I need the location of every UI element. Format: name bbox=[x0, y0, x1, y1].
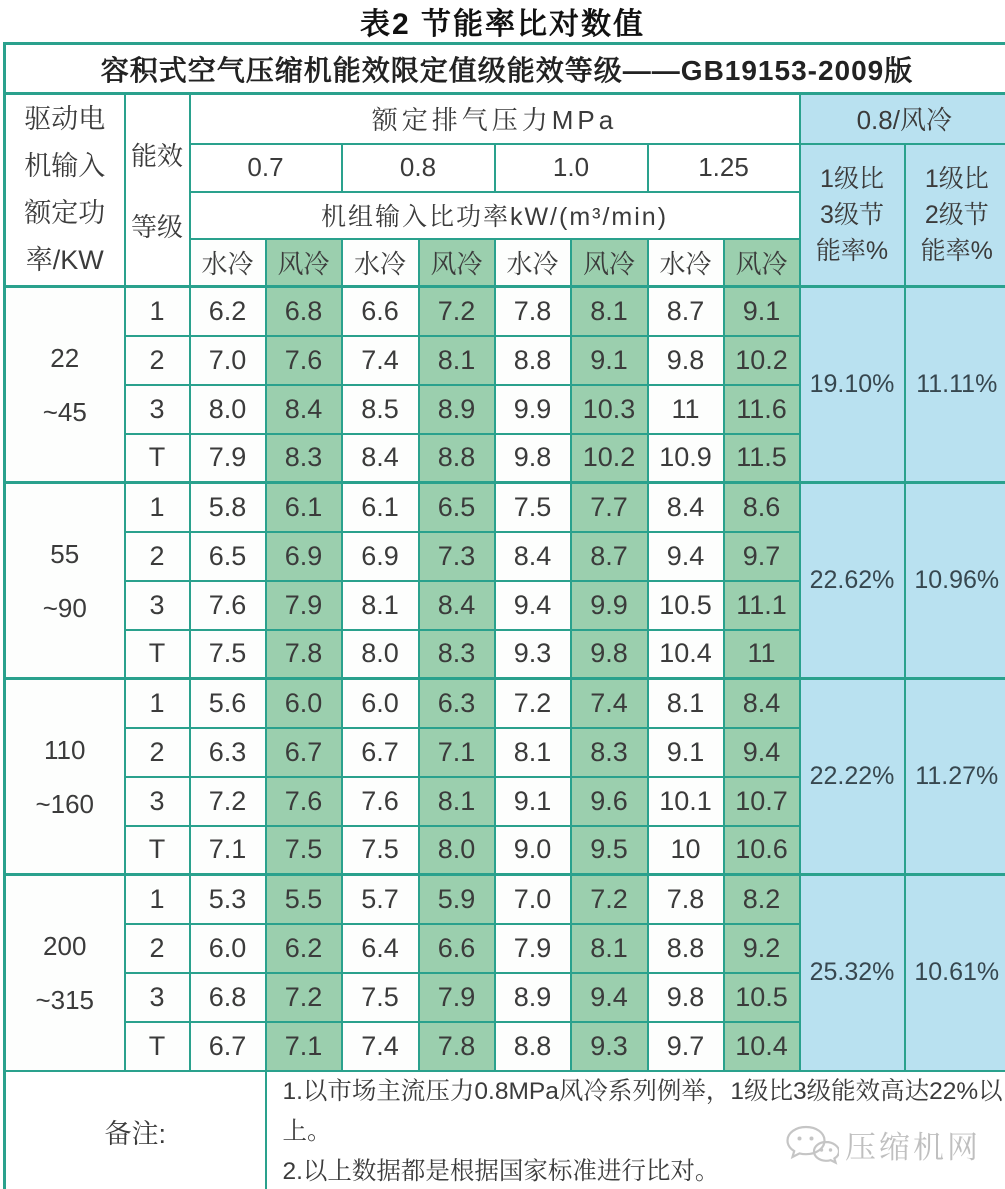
remark-line: 2.以上数据都是根据国家标准进行比对。 bbox=[282, 1157, 720, 1185]
value-cell: 10.7 bbox=[724, 777, 800, 826]
power-range-line: 110 bbox=[44, 734, 86, 765]
value-cell: 8.5 bbox=[342, 385, 419, 434]
saving-1v2-cell: 11.11% bbox=[905, 287, 1005, 483]
value-cell: 11.6 bbox=[724, 385, 800, 434]
page-title: 表2 节能率比对数值 bbox=[359, 8, 646, 41]
value-cell: 8.0 bbox=[342, 630, 419, 679]
pressure-header: 额定排气压力MPa bbox=[190, 94, 800, 144]
value-cell: 8.8 bbox=[648, 924, 724, 973]
value-cell: 7.1 bbox=[266, 1022, 342, 1071]
value-cell: 7.0 bbox=[190, 336, 266, 385]
value-cell: 8.1 bbox=[648, 679, 724, 728]
cooling-header: 水冷 bbox=[495, 239, 571, 287]
value-cell: 8.4 bbox=[266, 385, 342, 434]
grade-cell: 2 bbox=[125, 532, 190, 581]
value-cell: 6.6 bbox=[342, 287, 419, 336]
remarks-label: 备注: bbox=[5, 1071, 266, 1189]
remarks-body bbox=[266, 1071, 1005, 1189]
cooling-header: 风冷 bbox=[419, 239, 495, 287]
saving-1v3-header-line: 能率% bbox=[815, 236, 889, 265]
pressure-value: 0.8 bbox=[342, 144, 495, 192]
grade-cell: T bbox=[125, 630, 190, 679]
value-cell: 7.8 bbox=[495, 287, 571, 336]
value-cell: 6.7 bbox=[342, 728, 419, 777]
cooling-header: 风冷 bbox=[724, 239, 800, 287]
value-cell: 6.3 bbox=[419, 679, 495, 728]
grade-cell: 3 bbox=[125, 777, 190, 826]
value-cell: 8.6 bbox=[724, 483, 800, 532]
value-cell: 7.0 bbox=[495, 875, 571, 924]
grade-header bbox=[125, 94, 190, 287]
value-cell: 8.4 bbox=[419, 581, 495, 630]
power-range-line: ~160 bbox=[35, 788, 95, 819]
power-header-line: 率/KW bbox=[25, 245, 104, 275]
value-cell: 8.4 bbox=[648, 483, 724, 532]
value-cell: 9.4 bbox=[724, 728, 800, 777]
value-cell: 6.5 bbox=[419, 483, 495, 532]
value-cell: 5.8 bbox=[190, 483, 266, 532]
power-header bbox=[5, 94, 125, 287]
power-range-line: ~315 bbox=[35, 984, 95, 1015]
value-cell: 7.6 bbox=[266, 777, 342, 826]
value-cell: 8.4 bbox=[495, 532, 571, 581]
saving-1v3-header bbox=[800, 144, 905, 287]
grade-header-line: 能效 bbox=[130, 141, 183, 171]
saving-1v3-cell: 22.22% bbox=[800, 679, 905, 875]
value-cell: 6.0 bbox=[342, 679, 419, 728]
value-cell: 6.0 bbox=[266, 679, 342, 728]
value-cell: 9.3 bbox=[571, 1022, 648, 1071]
table-body bbox=[5, 287, 1005, 1071]
value-cell: 9.3 bbox=[495, 630, 571, 679]
grade-cell: 3 bbox=[125, 581, 190, 630]
value-cell: 8.1 bbox=[419, 336, 495, 385]
value-cell: 6.7 bbox=[266, 728, 342, 777]
value-cell: 8.1 bbox=[495, 728, 571, 777]
grade-cell: 1 bbox=[125, 483, 190, 532]
value-cell: 10.1 bbox=[648, 777, 724, 826]
value-cell: 6.4 bbox=[342, 924, 419, 973]
value-cell: 9.2 bbox=[724, 924, 800, 973]
cooling-header: 风冷 bbox=[266, 239, 342, 287]
saving-1v3-header-line: 1级比 bbox=[820, 164, 884, 193]
value-cell: 6.3 bbox=[190, 728, 266, 777]
value-cell: 9.4 bbox=[571, 973, 648, 1022]
value-cell: 9.1 bbox=[571, 336, 648, 385]
power-unit-header: 机组输入比功率kW/(m³/min) bbox=[190, 192, 800, 239]
value-cell: 7.8 bbox=[419, 1022, 495, 1071]
value-cell: 11 bbox=[648, 385, 724, 434]
data-row bbox=[5, 875, 1005, 924]
cooling-header: 水冷 bbox=[342, 239, 419, 287]
value-cell: 7.5 bbox=[266, 826, 342, 875]
value-cell: 8.4 bbox=[724, 679, 800, 728]
value-cell: 7.5 bbox=[495, 483, 571, 532]
value-cell: 7.6 bbox=[190, 581, 266, 630]
power-range-cell bbox=[5, 875, 125, 1071]
data-row bbox=[5, 287, 1005, 336]
main-header-row bbox=[5, 44, 1005, 94]
value-cell: 7.6 bbox=[342, 777, 419, 826]
power-range-cell bbox=[5, 679, 125, 875]
value-cell: 8.1 bbox=[419, 777, 495, 826]
value-cell: 7.1 bbox=[419, 728, 495, 777]
value-cell: 9.1 bbox=[495, 777, 571, 826]
remarks-row bbox=[5, 1071, 1005, 1189]
value-cell: 8.9 bbox=[495, 973, 571, 1022]
power-range-line: ~90 bbox=[42, 592, 87, 623]
right-header: 0.8/风冷 bbox=[800, 94, 1005, 144]
value-cell: 9.7 bbox=[648, 1022, 724, 1071]
value-cell: 11.1 bbox=[724, 581, 800, 630]
value-cell: 5.6 bbox=[190, 679, 266, 728]
value-cell: 7.4 bbox=[342, 1022, 419, 1071]
value-cell: 5.9 bbox=[419, 875, 495, 924]
value-cell: 7.2 bbox=[419, 287, 495, 336]
value-cell: 8.8 bbox=[419, 434, 495, 483]
value-cell: 9.6 bbox=[571, 777, 648, 826]
grade-cell: T bbox=[125, 434, 190, 483]
value-cell: 8.2 bbox=[724, 875, 800, 924]
value-cell: 8.3 bbox=[266, 434, 342, 483]
value-cell: 8.7 bbox=[648, 287, 724, 336]
saving-1v3-cell: 19.10% bbox=[800, 287, 905, 483]
power-range-line: ~45 bbox=[42, 396, 87, 427]
value-cell: 10.2 bbox=[724, 336, 800, 385]
value-cell: 10.6 bbox=[724, 826, 800, 875]
value-cell: 5.3 bbox=[190, 875, 266, 924]
value-cell: 6.9 bbox=[342, 532, 419, 581]
value-cell: 10.5 bbox=[724, 973, 800, 1022]
grade-cell: 1 bbox=[125, 287, 190, 336]
power-range-line: 200 bbox=[43, 930, 87, 961]
remark-line: 1.以市场主流压力0.8MPa风冷系列例举，1级比3级能效高达22%以上。 bbox=[282, 1077, 1003, 1145]
value-cell: 8.1 bbox=[571, 287, 648, 336]
value-cell: 9.8 bbox=[571, 630, 648, 679]
value-cell: 7.2 bbox=[495, 679, 571, 728]
grade-cell: 3 bbox=[125, 385, 190, 434]
power-header-line: 额定功 bbox=[24, 198, 106, 228]
value-cell: 6.0 bbox=[190, 924, 266, 973]
value-cell: 9.8 bbox=[495, 434, 571, 483]
value-cell: 7.2 bbox=[190, 777, 266, 826]
value-cell: 7.9 bbox=[495, 924, 571, 973]
value-cell: 7.5 bbox=[190, 630, 266, 679]
grade-cell: 1 bbox=[125, 679, 190, 728]
value-cell: 8.7 bbox=[571, 532, 648, 581]
value-cell: 7.5 bbox=[342, 826, 419, 875]
cooling-header: 水冷 bbox=[190, 239, 266, 287]
grade-cell: T bbox=[125, 826, 190, 875]
pressure-value: 1.25 bbox=[648, 144, 800, 192]
value-cell: 10.4 bbox=[724, 1022, 800, 1071]
value-cell: 10.9 bbox=[648, 434, 724, 483]
data-row bbox=[5, 679, 1005, 728]
value-cell: 9.5 bbox=[571, 826, 648, 875]
value-cell: 8.0 bbox=[419, 826, 495, 875]
value-cell: 9.9 bbox=[495, 385, 571, 434]
value-cell: 8.3 bbox=[419, 630, 495, 679]
value-cell: 9.1 bbox=[648, 728, 724, 777]
value-cell: 9.9 bbox=[571, 581, 648, 630]
value-cell: 8.8 bbox=[495, 1022, 571, 1071]
grade-cell: 2 bbox=[125, 924, 190, 973]
energy-table bbox=[3, 42, 1005, 1189]
value-cell: 7.3 bbox=[419, 532, 495, 581]
value-cell: 6.8 bbox=[190, 973, 266, 1022]
table-main-header: 容积式空气压缩机能效限定值级能效等级——GB19153-2009版 bbox=[5, 44, 1005, 94]
value-cell: 7.9 bbox=[419, 973, 495, 1022]
saving-1v2-header-line: 能率% bbox=[920, 236, 993, 265]
value-cell: 9.4 bbox=[495, 581, 571, 630]
value-cell: 9.8 bbox=[648, 336, 724, 385]
value-cell: 8.8 bbox=[495, 336, 571, 385]
value-cell: 10 bbox=[648, 826, 724, 875]
saving-1v2-header-line: 1级比 bbox=[924, 164, 989, 193]
grade-cell: 2 bbox=[125, 728, 190, 777]
value-cell: 7.8 bbox=[266, 630, 342, 679]
saving-1v3-header-line: 3级节 bbox=[820, 200, 884, 229]
value-cell: 7.9 bbox=[190, 434, 266, 483]
value-cell: 8.0 bbox=[190, 385, 266, 434]
value-cell: 5.5 bbox=[266, 875, 342, 924]
value-cell: 6.8 bbox=[266, 287, 342, 336]
grade-cell: 2 bbox=[125, 336, 190, 385]
grade-cell: 1 bbox=[125, 875, 190, 924]
power-range-cell bbox=[5, 483, 125, 679]
value-cell: 9.7 bbox=[724, 532, 800, 581]
value-cell: 11.5 bbox=[724, 434, 800, 483]
value-cell: 7.8 bbox=[648, 875, 724, 924]
value-cell: 5.7 bbox=[342, 875, 419, 924]
value-cell: 7.9 bbox=[266, 581, 342, 630]
value-cell: 7.4 bbox=[571, 679, 648, 728]
saving-1v3-cell: 25.32% bbox=[800, 875, 905, 1071]
header-row-1 bbox=[5, 94, 1005, 144]
value-cell: 7.4 bbox=[342, 336, 419, 385]
cooling-header: 水冷 bbox=[648, 239, 724, 287]
value-cell: 8.3 bbox=[571, 728, 648, 777]
grade-cell: T bbox=[125, 1022, 190, 1071]
grade-header-line: 等级 bbox=[130, 212, 183, 242]
pressure-value: 0.7 bbox=[190, 144, 342, 192]
saving-1v2-header-line: 2级节 bbox=[924, 200, 989, 229]
grade-cell: 3 bbox=[125, 973, 190, 1022]
value-cell: 6.1 bbox=[266, 483, 342, 532]
value-cell: 6.2 bbox=[190, 287, 266, 336]
value-cell: 11 bbox=[724, 630, 800, 679]
saving-1v2-cell: 11.27% bbox=[905, 679, 1005, 875]
value-cell: 10.3 bbox=[571, 385, 648, 434]
power-range-line: 22 bbox=[50, 342, 80, 373]
power-header-line: 机输入 bbox=[24, 151, 106, 181]
value-cell: 6.2 bbox=[266, 924, 342, 973]
value-cell: 9.0 bbox=[495, 826, 571, 875]
value-cell: 6.6 bbox=[419, 924, 495, 973]
value-cell: 8.4 bbox=[342, 434, 419, 483]
value-cell: 10.4 bbox=[648, 630, 724, 679]
value-cell: 10.2 bbox=[571, 434, 648, 483]
value-cell: 6.5 bbox=[190, 532, 266, 581]
value-cell: 6.7 bbox=[190, 1022, 266, 1071]
value-cell: 7.2 bbox=[266, 973, 342, 1022]
value-cell: 10.5 bbox=[648, 581, 724, 630]
value-cell: 7.2 bbox=[571, 875, 648, 924]
value-cell: 7.6 bbox=[266, 336, 342, 385]
power-range-cell bbox=[5, 287, 125, 483]
value-cell: 9.4 bbox=[648, 532, 724, 581]
value-cell: 7.7 bbox=[571, 483, 648, 532]
power-header-line: 驱动电 bbox=[24, 104, 106, 134]
data-row bbox=[5, 483, 1005, 532]
watermark-text: 压缩机网 bbox=[845, 1130, 981, 1165]
value-cell: 8.1 bbox=[342, 581, 419, 630]
value-cell: 9.1 bbox=[724, 287, 800, 336]
value-cell: 6.1 bbox=[342, 483, 419, 532]
value-cell: 9.8 bbox=[648, 973, 724, 1022]
value-cell: 8.1 bbox=[571, 924, 648, 973]
value-cell: 6.9 bbox=[266, 532, 342, 581]
saving-1v2-cell: 10.96% bbox=[905, 483, 1005, 679]
value-cell: 7.1 bbox=[190, 826, 266, 875]
pressure-value: 1.0 bbox=[495, 144, 648, 192]
cooling-header: 风冷 bbox=[571, 239, 648, 287]
power-range-line: 55 bbox=[50, 538, 80, 569]
saving-1v3-cell: 22.62% bbox=[800, 483, 905, 679]
saving-1v2-header bbox=[905, 144, 1005, 287]
value-cell: 7.5 bbox=[342, 973, 419, 1022]
saving-1v2-cell: 10.61% bbox=[905, 875, 1005, 1071]
value-cell: 8.9 bbox=[419, 385, 495, 434]
